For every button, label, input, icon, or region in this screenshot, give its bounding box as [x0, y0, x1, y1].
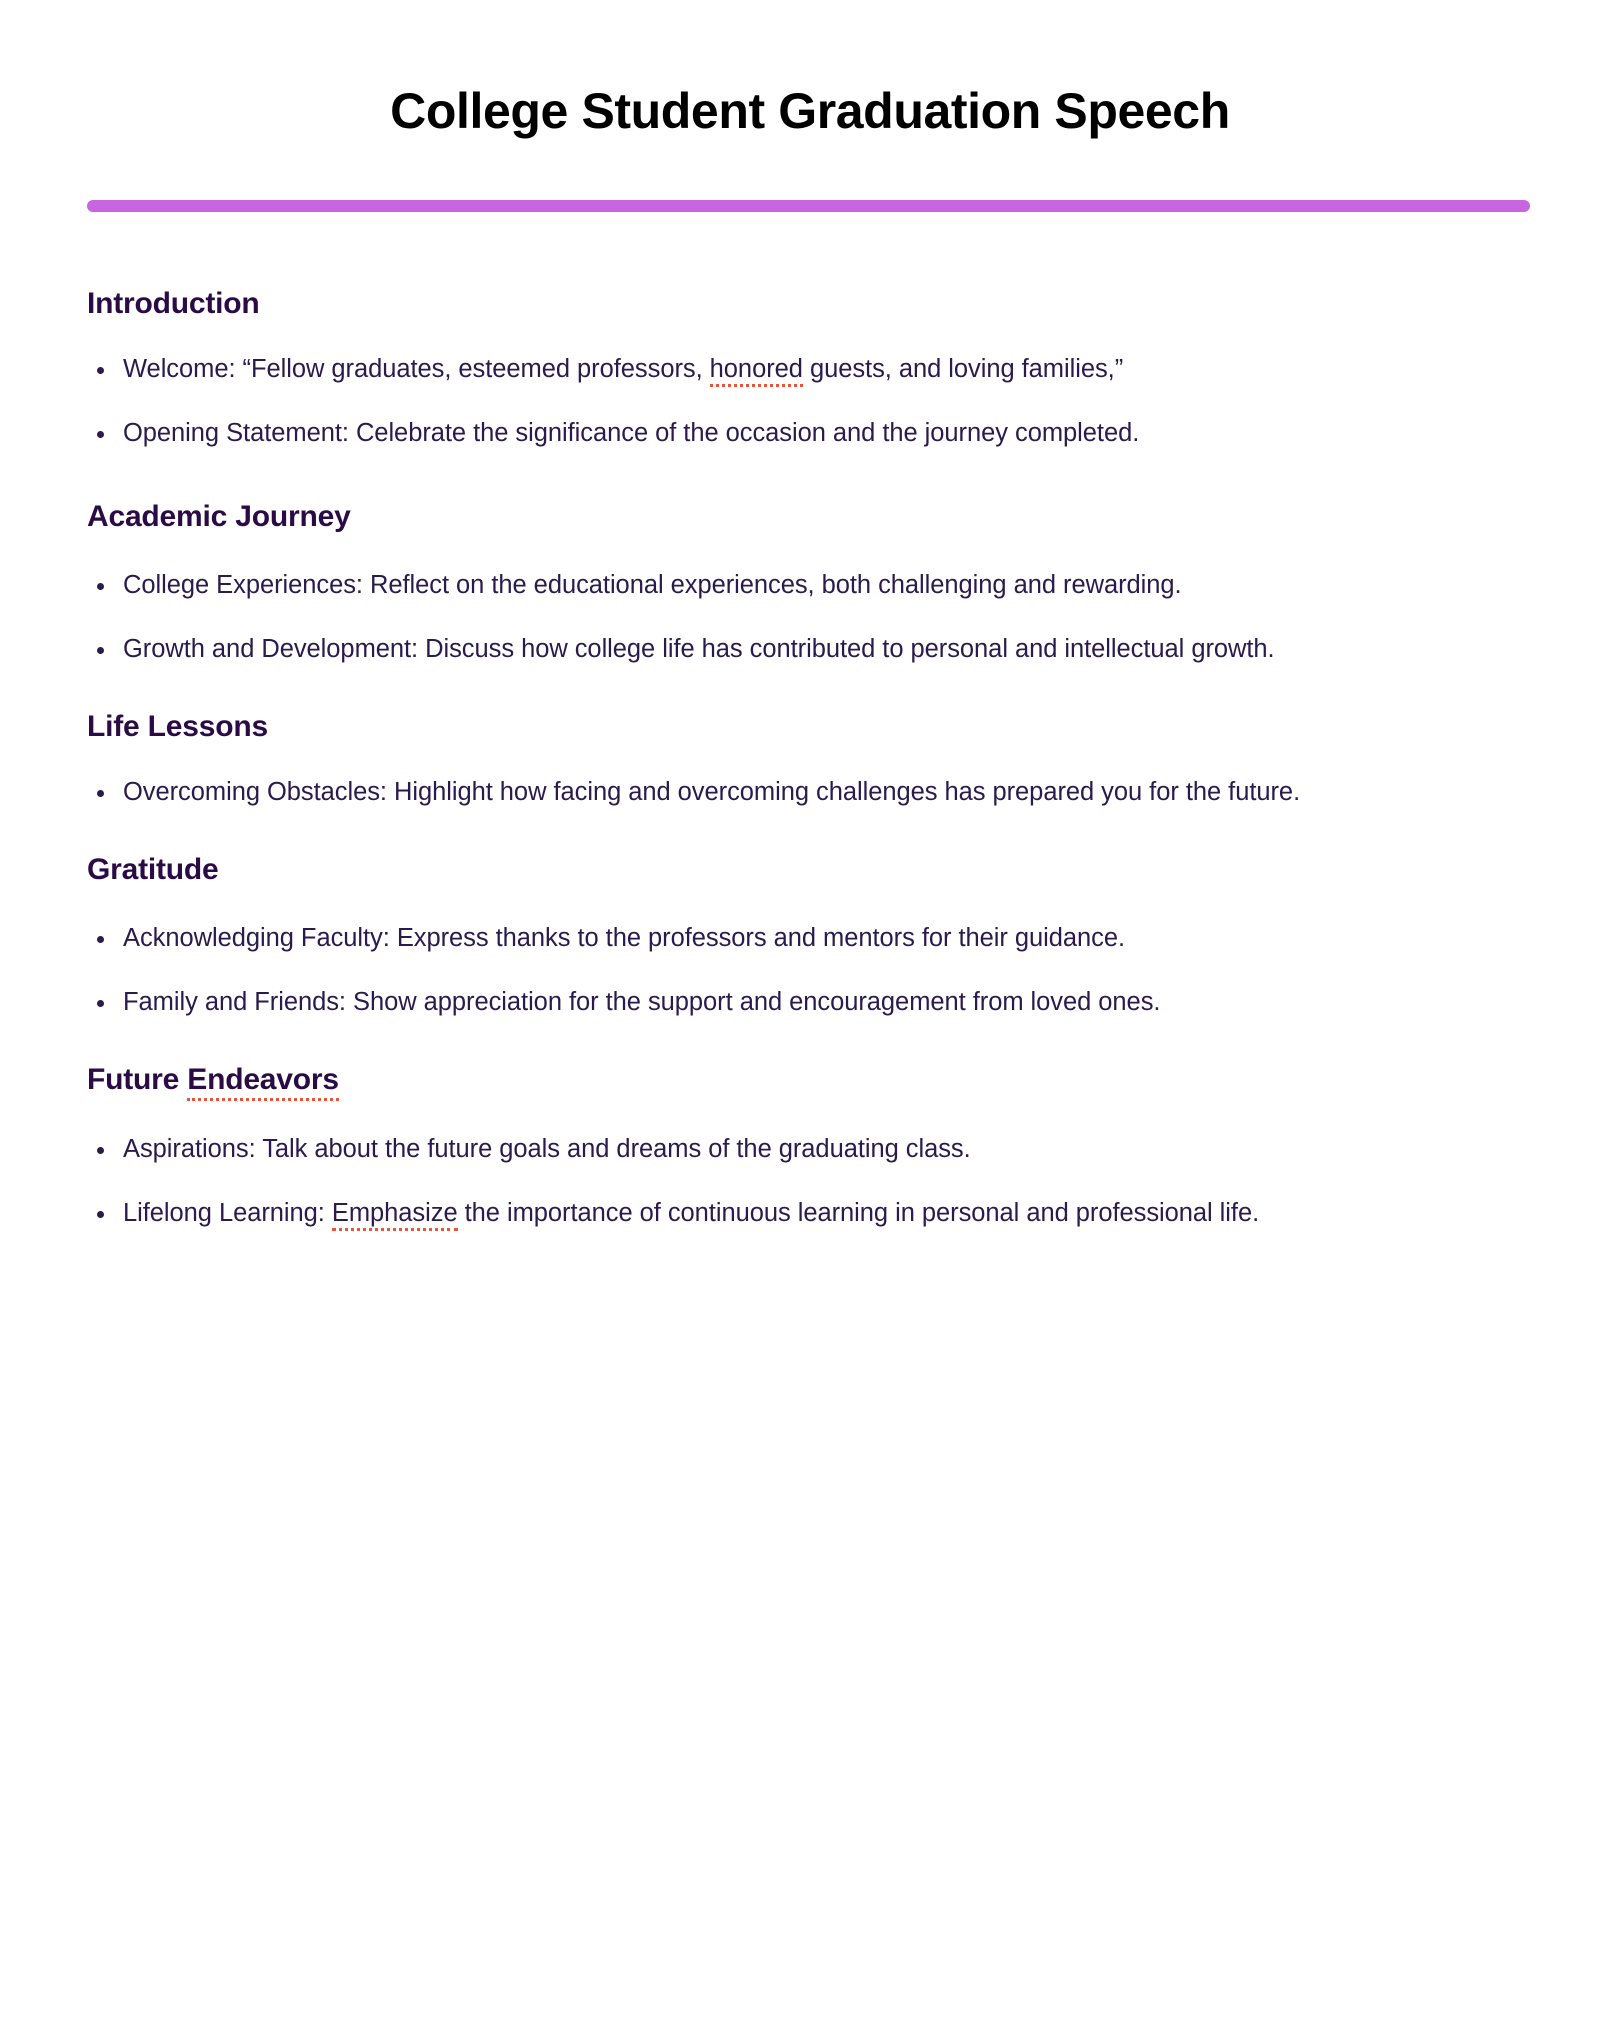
list-item: [87, 764, 1560, 820]
section-heading: [87, 850, 1560, 891]
list-item-text: Overcoming Obstacles: Highlight how facing and overcoming challenges has prepared you for the future.: [123, 777, 1301, 806]
bullet-list: [87, 341, 1560, 461]
spellcheck-word[interactable]: Endeavors: [187, 1063, 339, 1101]
list-item: [87, 621, 1560, 677]
bullet-list: [87, 557, 1560, 677]
section-heading: [87, 707, 1560, 748]
section-heading-text: Gratitude: [87, 852, 219, 886]
section-heading: [87, 497, 1560, 538]
list-item: [87, 1185, 1560, 1241]
list-item-text: Lifelong Learning:: [123, 1198, 332, 1227]
document-body: [0, 212, 1620, 1241]
bullet-list: [87, 910, 1560, 1030]
list-item-text-tail: guests, and loving families,”: [802, 354, 1124, 383]
list-item-text: Welcome: “Fellow graduates, esteemed professors,: [123, 354, 710, 383]
list-item-text: College Experiences: Reflect on the educational experiences, both challenging and rewarding.: [123, 571, 1182, 599]
list-item-text-tail: the importance of continuous learning in personal and professional life.: [457, 1198, 1260, 1227]
list-item: [87, 557, 1560, 613]
section-life-lessons: [87, 707, 1560, 820]
list-item-text: Aspirations: Talk about the future goals and dreams of the graduating class.: [123, 1134, 971, 1163]
list-item: [87, 974, 1560, 1030]
list-item: [87, 405, 1560, 461]
section-heading-text: Future: [87, 1063, 188, 1096]
list-item-text: Family and Friends: Show appreciation for the support and encouragement from loved ones.: [123, 988, 1161, 1016]
section-heading-text: Introduction: [87, 287, 260, 320]
bullet-list: [87, 1121, 1560, 1241]
section-heading-text: Academic Journey: [87, 499, 351, 533]
list-item-text: Growth and Development: Discuss how college life has contributed to personal and intellectual growth.: [123, 635, 1275, 663]
spellcheck-word[interactable]: honored: [710, 355, 803, 387]
title-divider-wrap: [0, 139, 1620, 212]
section-academic-journey: [87, 497, 1560, 678]
page-title: College Student Graduation Speech: [390, 83, 1230, 139]
section-gratitude: [87, 850, 1560, 1031]
section-heading: [87, 284, 1560, 325]
spellcheck-word[interactable]: Emphasize: [332, 1199, 458, 1231]
section-heading: [87, 1060, 1560, 1101]
list-item: [87, 910, 1560, 966]
list-item-text: Acknowledging Faculty: Express thanks to the professors and mentors for their guidance.: [123, 924, 1126, 952]
list-item-text: Opening Statement: Celebrate the significance of the occasion and the journey completed.: [123, 418, 1140, 447]
list-item: [87, 1121, 1560, 1177]
title-divider: [87, 200, 1530, 212]
section-future-endeavors: [87, 1060, 1560, 1241]
bullet-list: [87, 764, 1560, 820]
section-heading-text: Life Lessons: [87, 710, 268, 743]
list-item: [87, 341, 1560, 397]
section-introduction: [87, 284, 1560, 461]
